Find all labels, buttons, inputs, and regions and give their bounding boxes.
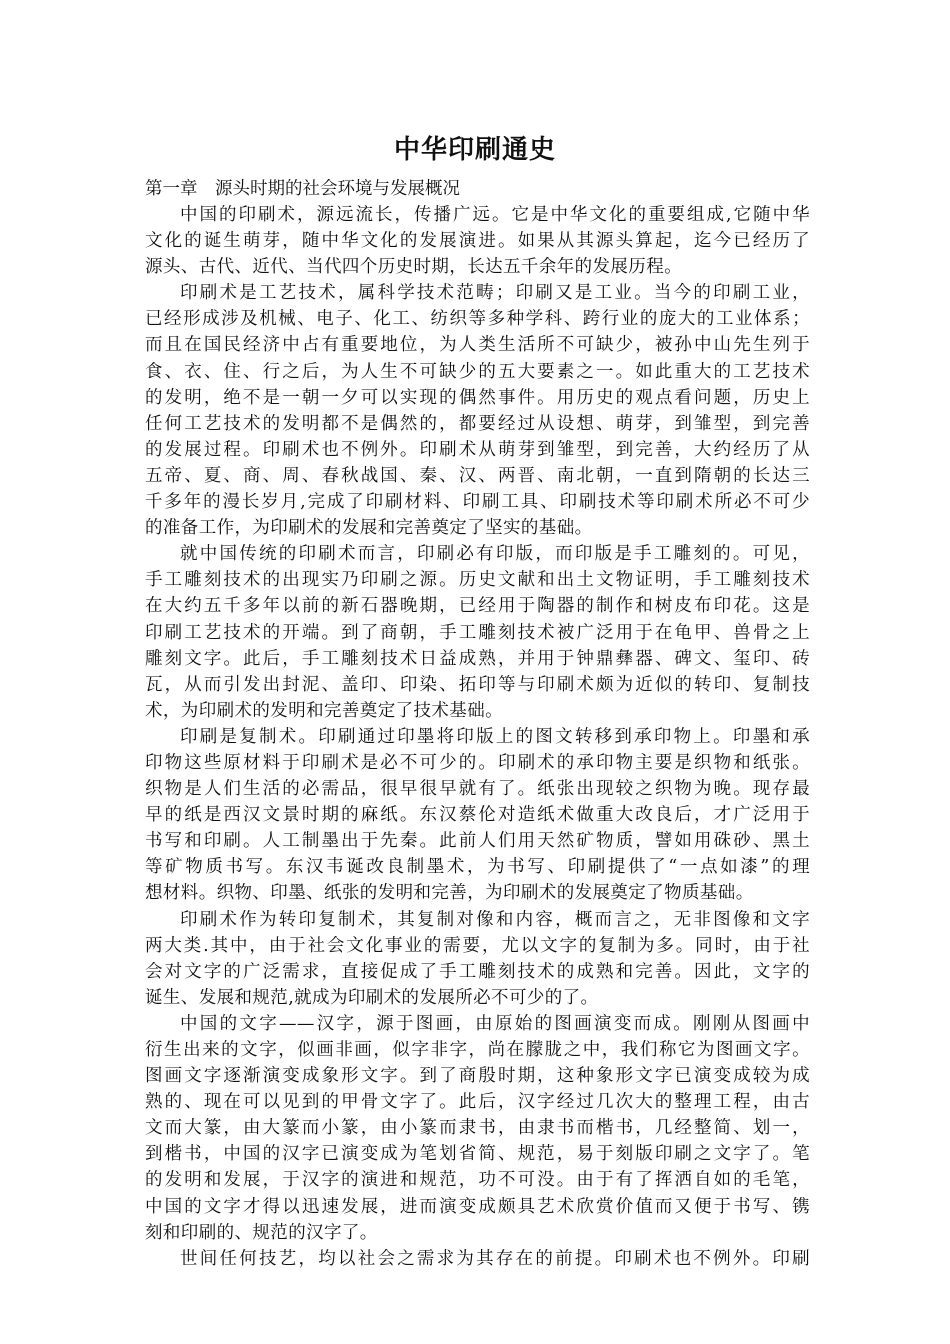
- body-text: [145, 202, 810, 1272]
- body-line: 早的纸是西汉文景时期的麻纸。东汉蔡伦对造纸术做重大改良后，才广泛用于: [145, 805, 810, 826]
- body-line: 织物是人们生活的必需品，很早很早就有了。纸张出现较之织物为晚。现存最: [145, 779, 810, 800]
- body-line: 瓦，从而引发出封泥、盖印、印染、拓印等与印刷术颇为近似的转印、复制技: [145, 674, 810, 695]
- body-line: 刻和印刷的、规范的汉字了。: [145, 1222, 378, 1243]
- body-line: 诞生、发展和规范,就成为印刷术的发展所必不可少的了。: [145, 987, 599, 1008]
- body-line: 手工雕刻技术的出现实乃印刷之源。历史文献和出土文物证明，手工雕刻技术: [145, 570, 810, 591]
- body-line: 两大类.其中，由于社会文化事业的需要，尤以文字的复制为多。同时，由于社: [145, 935, 810, 956]
- body-line: 等矿物质书写。东汉韦诞改良制墨术，为书写、印刷提供了“一点如漆”的理: [145, 857, 810, 878]
- body-line: 五帝、夏、商、周、春秋战国、秦、汉、两晋、南北朝，一直到隋朝的长达三: [145, 465, 810, 486]
- body-line: 印物这些原材料于印刷术是必不可少的。印刷术的承印物主要是织物和纸张。: [145, 752, 810, 773]
- body-line: 在大约五千多年以前的新石器晚期，已经用于陶器的制作和树皮布印花。这是: [145, 596, 810, 617]
- body-line: 衍生出来的文字，似画非画，似字非字，尚在朦胧之中，我们称它为图画文字。: [145, 1040, 810, 1060]
- body-line: 中国的文字才得以迅速发展，进而演变成颇具艺术欣赏价值而又便于书写、镌: [145, 1196, 810, 1217]
- body-line: 印刷术是工艺技术，属科学技术范畴；印刷又是工业。当今的印刷工业，: [180, 283, 810, 304]
- body-line: 书写和印刷。人工制墨出于先秦。此前人们用天然矿物质，譬如用硃砂、黑土: [145, 831, 810, 852]
- body-line: 任何工艺技术的发明都不是偶然的，都要经过从设想、萌芽，到雏型，到完善: [145, 413, 810, 434]
- chapter-heading: 第一章 源头时期的社会环境与发展概况: [145, 179, 460, 199]
- body-line: 食、衣、住、行之后，为人生不可缺少的五大要素之一。如此重大的工艺技术: [145, 361, 810, 382]
- body-line: 术，为印刷术的发明和完善奠定了技术基础。: [145, 700, 503, 721]
- body-line: 熟的、现在可以见到的甲骨文字了。此后，汉字经过几次大的整理工程，由古: [145, 1092, 810, 1113]
- body-line: 文而大篆，由大篆而小篆，由小篆而隶书，由隶书而楷书，几经整简、划一，: [145, 1118, 810, 1139]
- body-line: 会对文字的广泛需求，直接促成了手工雕刻技术的成熟和完善。因此，文字的: [145, 961, 810, 982]
- body-line: 文化的诞生萌芽，随中华文化的发展演进。如果从其源头算起，迄今已经历了: [145, 231, 810, 252]
- body-line: 图画文字逐渐演变成象形文字。到了商殷时期，这种象形文字已演变成较为成: [145, 1066, 810, 1087]
- body-line: 印刷工艺技术的开端。到了商朝，手工雕刻技术被广泛用于在龟甲、兽骨之上: [145, 622, 810, 643]
- body-line: 的准备工作，为印刷术的发展和完善奠定了坚实的基础。: [145, 518, 593, 539]
- body-line: 中国的印刷术，源远流长，传播广远。它是中华文化的重要组成,它随中华: [180, 205, 810, 225]
- body-line: 世间任何技艺，均以社会之需求为其存在的前提。印刷术也不例外。印刷: [180, 1248, 810, 1269]
- body-line: 而且在国民经济中占有重要地位，为人类生活所不可缺少，被孙中山先生列于: [145, 335, 810, 356]
- document-title: 中华印刷通史: [393, 135, 556, 165]
- body-line: 到楷书，中国的汉字已演变成为笔划省简、规范，易于刻版印刷之文字了。笔: [145, 1144, 810, 1165]
- body-line: 中国的文字——汉字，源于图画，由原始的图画演变而成。刚刚从图画中: [180, 1013, 810, 1034]
- body-line: 就中国传统的印刷术而言，印刷必有印版，而印版是手工雕刻的。可见，: [180, 544, 810, 565]
- body-line: 印刷是复制术。印刷通过印墨将印版上的图文转移到承印物上。印墨和承: [180, 726, 810, 747]
- body-line: 想材料。织物、印墨、纸张的发明和完善，为印刷术的发展奠定了物质基础。: [145, 883, 754, 904]
- body-line: 的发明，绝不是一朝一夕可以实现的偶然事件。用历史的观点看问题，历史上: [145, 387, 810, 408]
- body-line: 已经形成涉及机械、电子、化工、纺织等多种学科、跨行业的庞大的工业体系；: [145, 309, 810, 330]
- body-line: 的发明和发展，于汉字的演进和规范，功不可没。由于有了挥洒自如的毛笔，: [145, 1170, 810, 1191]
- body-line: 印刷术作为转印复制术，其复制对像和内容，概而言之，无非图像和文字: [180, 909, 810, 930]
- body-line: 源头、古代、近代、当代四个历史时期，长达五千余年的发展历程。: [145, 257, 682, 278]
- body-line: 雕刻文字。此后，手工雕刻技术日益成熟，并用于钟鼎彝器、碑文、玺印、砖: [145, 648, 810, 669]
- body-line: 的发展过程。印刷术也不例外。印刷术从萌芽到雏型，到完善，大约经历了从: [145, 439, 810, 460]
- body-line: 千多年的漫长岁月,完成了印刷材料、印刷工具、印刷技术等印刷术所必不可少: [145, 492, 810, 513]
